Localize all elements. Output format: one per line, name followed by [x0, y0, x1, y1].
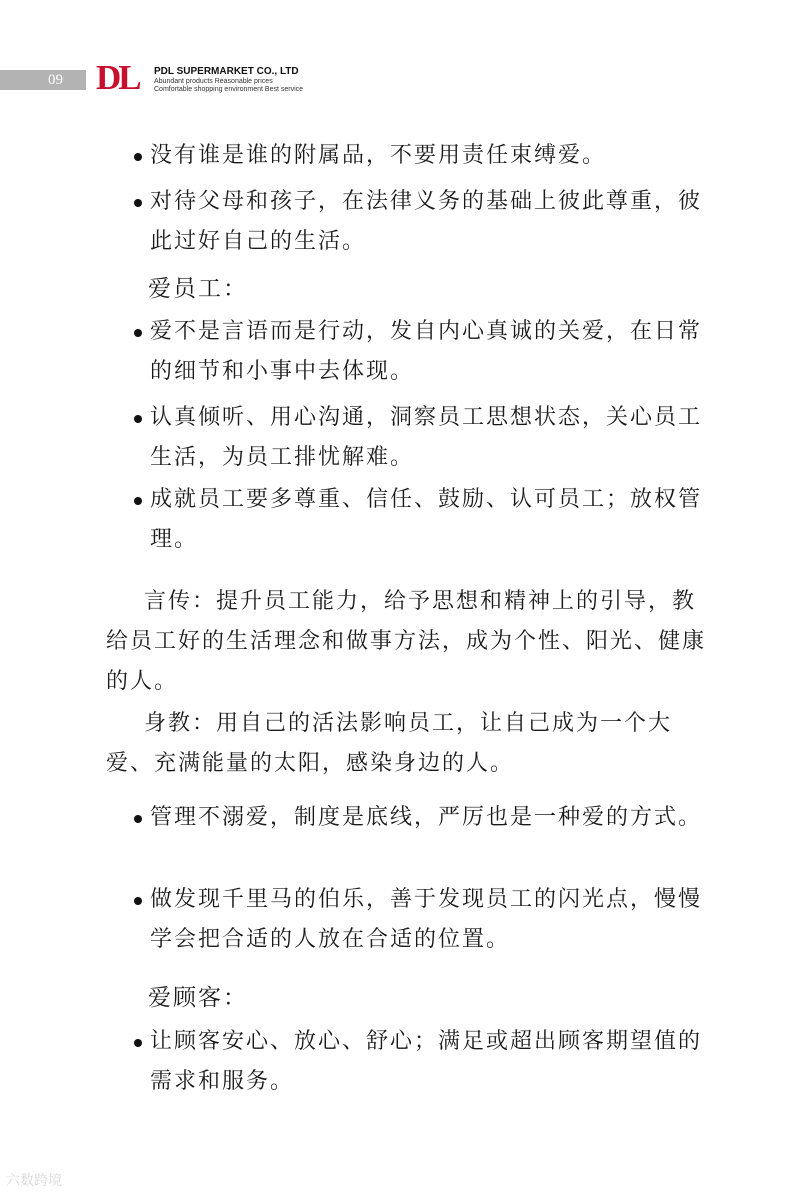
logo-mark: DL — [96, 58, 139, 97]
bullet-item: 管理不溺爱，制度是底线，严厉也是一种爱的方式。 — [134, 798, 714, 838]
bullet-dot-icon — [134, 815, 142, 823]
bullet-dot-icon — [134, 497, 142, 505]
bullet-item: 成就员工要多尊重、信任、鼓励、认可员工；放权管理。 — [134, 480, 714, 560]
paragraph-teaching-by-words: 言传：提升员工能力，给予思想和精神上的引导，教给员工好的生活理念和做事方法，成为个性、阳光、健康的人。 — [106, 589, 707, 694]
bullet-item: 让顾客安心、放心、舒心；满足或超出顾客期望值的需求和服务。 — [134, 1022, 714, 1102]
bullet-dot-icon — [134, 415, 142, 423]
bullet-dot-icon — [134, 153, 142, 161]
bullet-dot-icon — [134, 329, 142, 337]
bullet-dot-icon — [134, 199, 142, 207]
section-heading-employees: 爱员工： — [148, 276, 248, 302]
header-bar — [0, 70, 86, 90]
tagline-line-1: Abundant products Reasonable prices — [154, 78, 273, 85]
bullet-item: 做发现千里马的伯乐，善于发现员工的闪光点，慢慢学会把合适的人放在合适的位置。 — [134, 880, 714, 960]
bullet-item: 没有谁是谁的附属品，不要用责任束缚爱。 — [134, 136, 714, 176]
bullet-item: 对待父母和孩子，在法律义务的基础上彼此尊重，彼此过好自己的生活。 — [134, 182, 714, 262]
company-name: PDL SUPERMARKET CO., LTD — [154, 66, 299, 77]
bullet-dot-icon — [134, 1039, 142, 1047]
tagline-line-2: Comfortable shopping environment Best service — [154, 86, 304, 93]
bullet-dot-icon — [134, 897, 142, 905]
section-heading-customers: 爱顾客： — [148, 985, 248, 1011]
watermark: 六数跨境 — [6, 1173, 62, 1189]
bullet-item: 爱不是言语而是行动，发自内心真诚的关爱，在日常的细节和小事中去体现。 — [134, 312, 714, 392]
page-number: 09 — [48, 72, 63, 88]
bullet-item: 认真倾听、用心沟通，洞察员工思想状态，关心员工生活，为员工排忧解难。 — [134, 398, 714, 478]
company-tagline — [154, 78, 303, 94]
paragraph-teaching-by-example: 身教：用自己的活法影响员工，让自己成为一个大爱、充满能量的太阳，感染身边的人。 — [106, 711, 673, 776]
